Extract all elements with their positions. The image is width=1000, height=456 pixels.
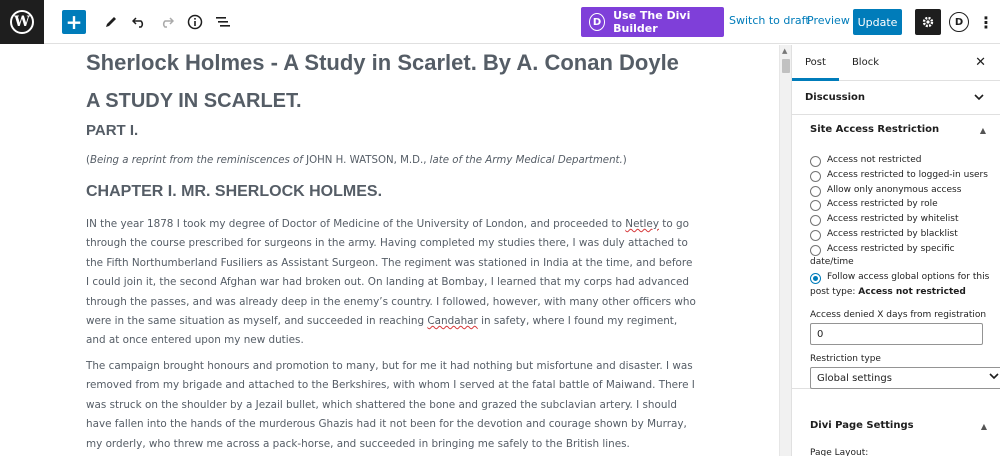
radio-datetime-wrap: date/time	[810, 257, 854, 267]
radio-follow-global[interactable]	[810, 272, 989, 284]
close-sidebar-icon[interactable]: ✕	[975, 55, 986, 70]
edit-tools-icon[interactable]	[100, 0, 122, 44]
para1-text-c: in safety, where I found my regiment, and at once entered upon my new duties.	[86, 315, 678, 347]
tab-post[interactable]: Post	[792, 45, 839, 81]
radio-label: Access restricted to logged-in users	[827, 170, 988, 180]
radio-circle-icon	[810, 215, 821, 226]
settings-gear-icon[interactable]	[915, 9, 941, 35]
para1-text-a: IN the year 1878 I took my degree of Doctor of Medicine of the University of London, and proceeded to	[86, 218, 626, 230]
tab-block[interactable]: Block	[851, 57, 879, 68]
misspelled-netley: Netley	[625, 218, 659, 230]
days-from-registration-input[interactable]: 0	[810, 323, 983, 345]
radio-circle-icon	[810, 230, 821, 241]
reprint-close: )	[622, 155, 627, 166]
scroll-up-icon[interactable]: ▲	[782, 47, 788, 55]
radio-logged-in-users[interactable]	[810, 170, 988, 182]
reprint-italic-1: Being a reprint from the reminiscences of	[89, 155, 303, 166]
chevron-down-icon	[989, 372, 999, 383]
update-button[interactable]: Update	[853, 9, 902, 35]
radio-label: Follow access global options for this	[827, 272, 990, 282]
radio-by-blacklist[interactable]	[810, 229, 958, 241]
settings-sidebar	[791, 45, 1000, 456]
info-icon[interactable]	[184, 0, 206, 44]
radio-circle-icon	[810, 171, 821, 182]
radio-circle-icon	[810, 156, 821, 167]
divi-page-settings-title[interactable]: Divi Page Settings	[810, 420, 914, 431]
chevron-down-icon	[974, 91, 984, 104]
redo-icon[interactable]	[156, 0, 178, 44]
discussion-panel-toggle[interactable]	[792, 81, 1000, 115]
wordpress-logo-button[interactable]	[0, 0, 44, 44]
radio-label: Allow only anonymous access	[827, 185, 962, 195]
follow-prefix: post type:	[810, 287, 859, 297]
preview-button[interactable]: Preview	[807, 14, 850, 27]
follow-bold: Access not restricted	[858, 287, 966, 297]
collapse-triangle-icon[interactable]: ▲	[980, 422, 987, 431]
restriction-type-select[interactable]	[810, 367, 1000, 389]
discussion-title: Discussion	[805, 92, 866, 103]
reprint-normal: JOHN H. WATSON, M.D.,	[302, 155, 430, 166]
divi-builder-label: Use The Divi Builder	[613, 9, 691, 35]
page-layout-label: Page Layout:	[810, 448, 869, 456]
misspelled-candahar: Candahar	[427, 315, 478, 328]
reprint-open: (	[86, 155, 90, 166]
use-divi-builder-button[interactable]	[581, 7, 724, 37]
radio-label: Access not restricted	[827, 155, 922, 165]
editor-canvas	[0, 45, 779, 456]
collapse-triangle-icon[interactable]: ▲	[979, 126, 986, 135]
sidebar-tabs	[792, 45, 1000, 81]
restriction-type-value: Global settings	[817, 372, 892, 384]
divi-logo-icon: D	[589, 13, 605, 31]
more-options-icon[interactable]: ⋮	[978, 12, 994, 32]
days-from-registration-label: Access denied X days from registration	[810, 310, 987, 320]
heading-chapter-one[interactable]: CHAPTER I. MR. SHERLOCK HOLMES.	[86, 183, 383, 200]
radio-by-role[interactable]	[810, 199, 938, 211]
undo-icon[interactable]	[128, 0, 150, 44]
restriction-type-label: Restriction type	[810, 354, 881, 364]
radio-label: Access restricted by blacklist	[827, 229, 958, 239]
radio-by-whitelist[interactable]	[810, 214, 958, 226]
top-toolbar	[0, 0, 1000, 44]
radio-not-restricted[interactable]	[810, 155, 921, 167]
heading-part-one[interactable]: PART I.	[86, 122, 139, 139]
add-block-button[interactable]: +	[62, 10, 86, 34]
reprint-paragraph[interactable]	[86, 155, 627, 166]
radio-anonymous-only[interactable]	[810, 185, 961, 197]
site-access-restriction-panel	[792, 115, 1000, 389]
follow-global-wrap	[810, 285, 990, 299]
heading-study-in-scarlet[interactable]: A STUDY IN SCARLET.	[86, 90, 302, 112]
divi-page-settings-panel	[792, 408, 1000, 456]
para1-text-b: to go through the course prescribed for surgeons in the army. Having completed my studies there, I was duly attached to the Fifth Northumberland Fusiliers as Assistant Surgeon. The regiment was stationed in India at the time, and before I could join it, the second Afghan war had broken out. On landing at Bombay, I learned that my corps had advanced through the passes, and was already deep in the enemy’s country. I followed, however, with many other officers who were in the same situation as myself, and succeeded in reaching	[86, 218, 696, 328]
radio-label: Access restricted by role	[827, 199, 938, 209]
scroll-thumb[interactable]	[782, 59, 790, 73]
editor-scrollbar[interactable]	[779, 45, 791, 456]
site-access-restriction-title[interactable]: Site Access Restriction	[810, 124, 940, 135]
radio-circle-icon	[810, 200, 821, 211]
divi-options-icon[interactable]: D	[949, 12, 969, 32]
post-title[interactable]: Sherlock Holmes - A Study in Scarlet. By A. Conan Doyle	[86, 50, 679, 75]
reprint-italic-2: late of the Army Medical Department.	[429, 155, 623, 166]
radio-circle-icon	[810, 186, 821, 197]
radio-selected-icon	[810, 273, 821, 284]
document-outline-icon[interactable]	[212, 0, 234, 44]
radio-label: Access restricted by whitelist	[827, 214, 959, 224]
switch-to-draft-button[interactable]: Switch to draft	[729, 14, 810, 27]
paragraph-2[interactable]: The campaign brought honours and promotion to many, but for me it had nothing but misfortune and disaster. I was removed from my brigade and attached to the Berkshires, with whom I served at the fatal battle of Maiwand. There I was struck on the shoulder by a Jezail bullet, which shattered the bone and grazed the subclavian artery. I should have fallen into the hands of the murderous Ghazis had it not been for the devotion and courage shown by Murray, my orderly, who threw me across a pack-horse, and succeeded in bringing me safely to the British lines.	[86, 360, 695, 450]
paragraph-1[interactable]	[86, 215, 698, 351]
radio-label: Access restricted by specific	[827, 244, 955, 254]
wordpress-logo-icon: W	[10, 10, 34, 34]
